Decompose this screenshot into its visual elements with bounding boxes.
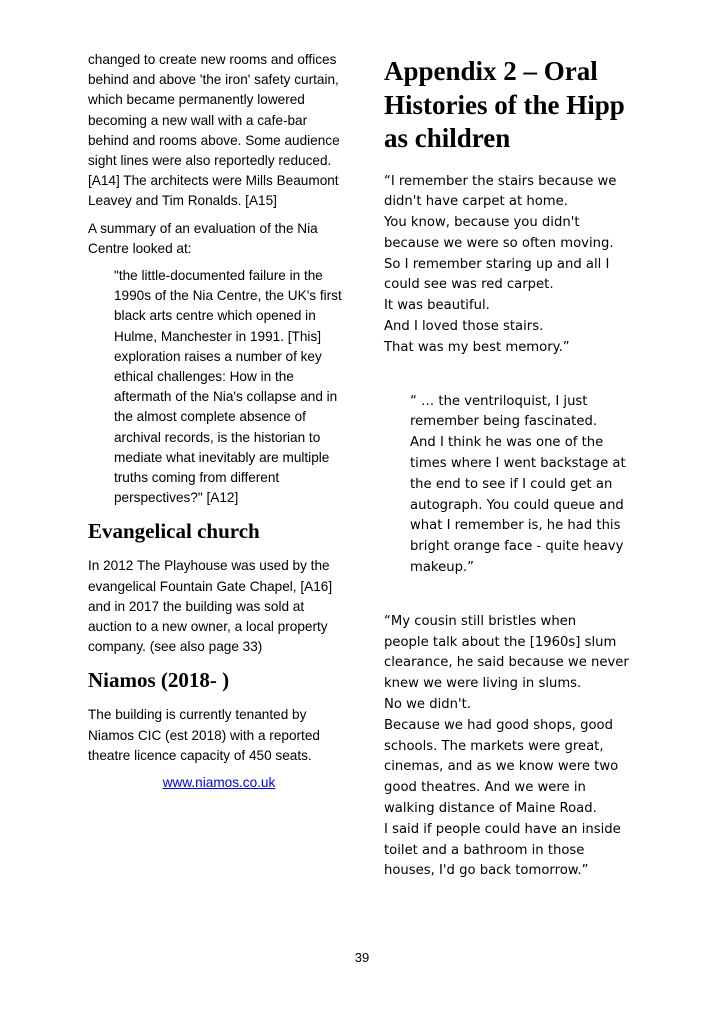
right-column (384, 55, 646, 882)
quote-line: bright orange face - quite heavy (410, 539, 624, 555)
quote-line: “I remember the stairs because we (384, 173, 617, 189)
quote-line: because we were so often moving. (384, 235, 614, 251)
quote-line: could see was red carpet. (384, 277, 554, 293)
paragraph-niamos: The building is currently tenanted by Niamos CIC (est 2018) with a reported theatre licence capacity of 450 seats. (88, 707, 320, 763)
quote-line: “ … the ventriloquist, I just (410, 393, 588, 409)
quote-line: knew we were living in slums. (384, 676, 582, 692)
quote-line: didn't have carpet at home. (384, 194, 568, 210)
oral-history-quote-slum-clearance (384, 612, 646, 882)
quote-line: the end to see if I could get an (410, 476, 613, 492)
paragraph-church: In 2012 The Playhouse was used by the evangelical Fountain Gate Chapel, [A16] and in 2017 the building was sold at auction to a new owner, a local property company. (see also page 33) (88, 558, 333, 655)
quote-line: toilet and a bathroom in those (384, 842, 585, 858)
quote-line: schools. The markets were great, (384, 738, 604, 754)
quote-line: No we didn't. (384, 697, 471, 713)
quote-line: remember being fascinated. (410, 414, 598, 430)
quote-line: It was beautiful. (384, 298, 490, 314)
quote-line: And I loved those stairs. (384, 319, 544, 335)
oral-history-quote-stairs (384, 172, 646, 359)
quote-line: good theatres. And we were in (384, 780, 586, 796)
heading-evangelical-church: Evangelical church (88, 519, 260, 544)
quote-line: times where I went backstage at (410, 456, 626, 472)
quote-line: what I remember is, he had this (410, 518, 621, 534)
quote-line: I said if people could have an inside (384, 821, 621, 837)
oral-history-quote-ventriloquist (410, 392, 646, 579)
paragraph-nia-intro: A summary of an evaluation of the Nia Centre looked at: (88, 220, 318, 256)
quote-line: clearance, he said because we never (384, 655, 629, 671)
paragraph-renovation: changed to create new rooms and offices behind and above 'the iron' safety curtain, which became permanently lowered becoming a new wall with a cafe-bar behind and rooms above. Some audience sight lines were also reportedly reduced. [A14] The architects were Mills Beaumont Leavey and Tim Ronalds. [A15] (88, 52, 340, 209)
quote-line: autograph. You could queue and (410, 497, 624, 513)
quote-line: makeup.” (410, 560, 474, 576)
page-number: 39 (354, 950, 370, 965)
quote-line: walking distance of Maine Road. (384, 801, 597, 817)
quote-line: So I remember staring up and all I (384, 256, 610, 272)
quote-line: cinemas, and as we know were two (384, 759, 619, 775)
appendix-heading: Appendix 2 – Oral Histories of the Hipp as children (384, 56, 625, 153)
niamos-link[interactable]: www.niamos.co.uk (162, 775, 276, 791)
quote-line: houses, I'd go back tomorrow.” (384, 863, 589, 879)
quote-line: You know, because you didn't (384, 215, 580, 231)
quote-line: And I think he was one of the (410, 435, 604, 451)
quote-line: That was my best memory.” (384, 339, 570, 355)
heading-niamos: Niamos (2018- ) (88, 668, 230, 693)
quote-line: Because we had good shops, good (384, 717, 613, 733)
quote-line: “My cousin still bristles when (384, 613, 577, 629)
nia-centre-quote: "the little-documented failure in the 1990s of the Nia Centre, the UK's first black arts centre which opened in Hulme, Manchester in 1991. [This] exploration raises a number of key ethical challenges: How in the aftermath of the Nia's collapse and in the almost complete absence of archival records, is the historian to mediate what inevitably are multiple truths coming from different perspectives?" [A12] (114, 268, 342, 506)
quote-line: people talk about the [1960s] slum (384, 634, 617, 650)
left-column (88, 50, 350, 793)
